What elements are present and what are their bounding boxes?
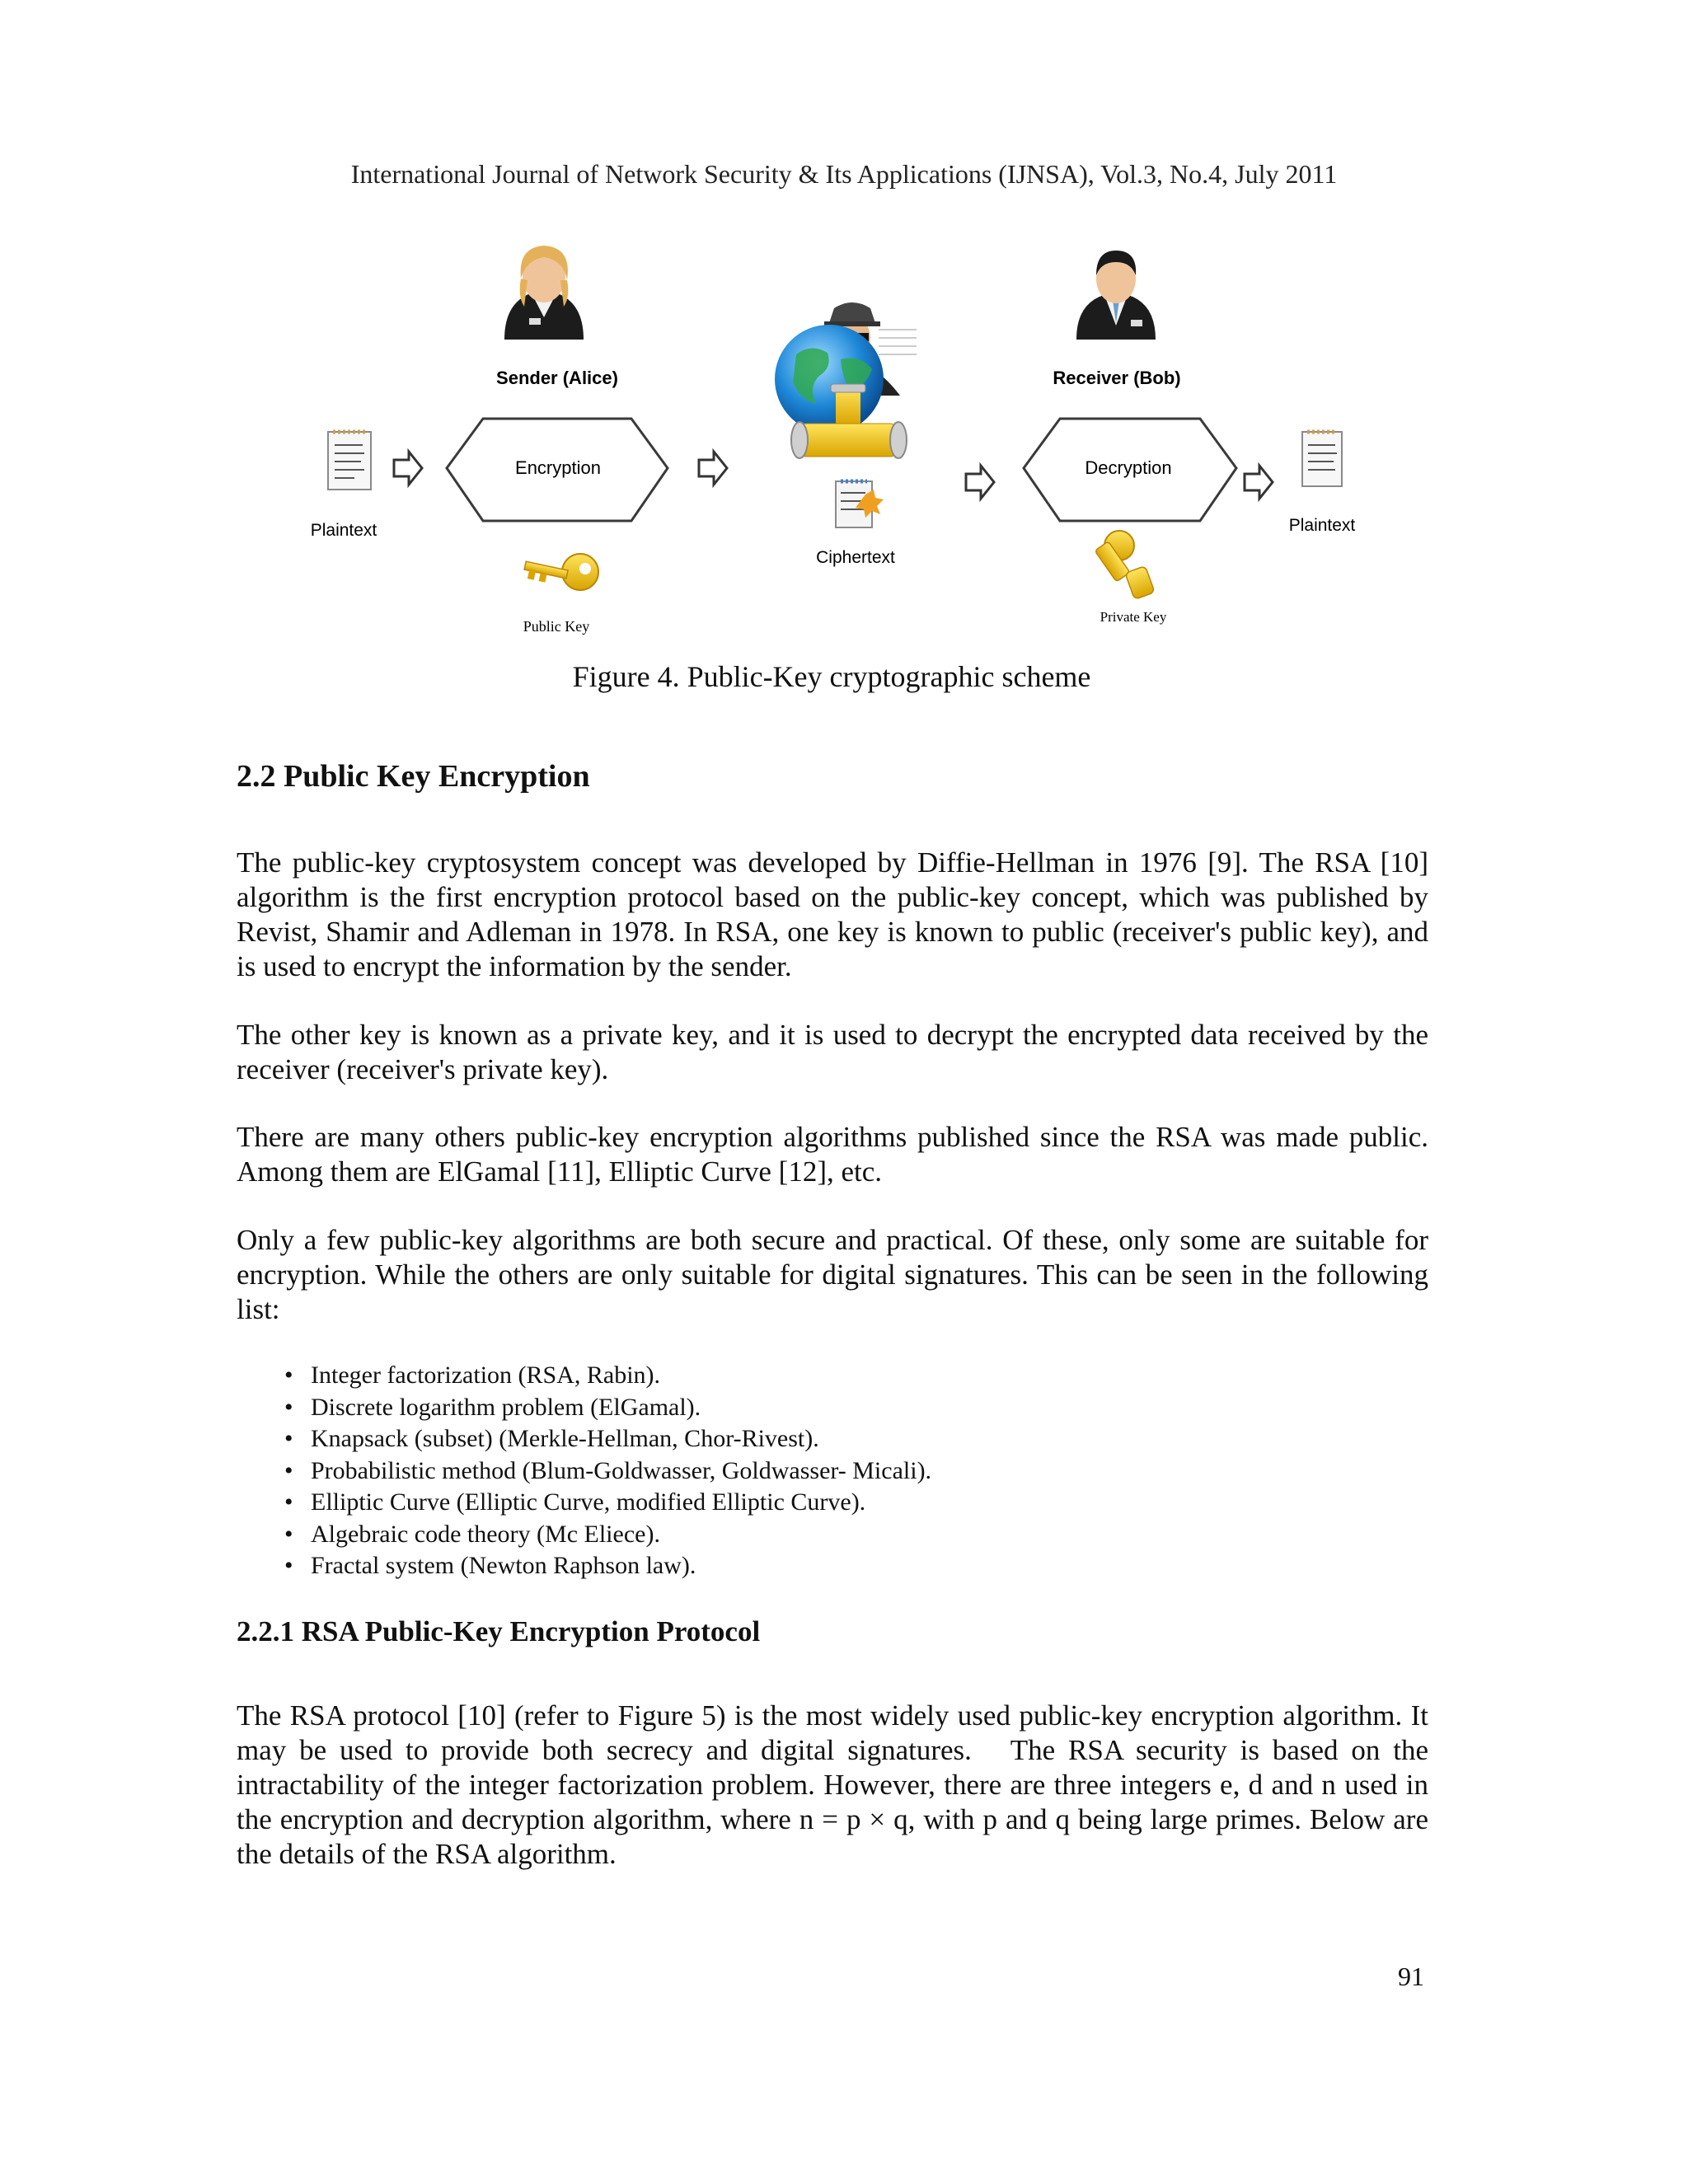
globe-icon [775,325,884,434]
public-key-scheme-figure [297,243,1418,647]
paragraph: There are many others public-key encryption algorithms published since the RSA was made public. Among them are ElGamal [11], Elliptic Curve [12], etc. [237,1121,1428,1188]
arrow-right-icon [1245,466,1273,499]
private-key-icon [1095,531,1155,599]
figure-caption: Figure 4. Public-Key cryptographic scheme [572,660,1091,693]
list-item: • Integer factorization (RSA, Rabin). [284,1360,1356,1392]
list-item: • Fractal system (Newton Raphson law). [284,1550,1356,1582]
algorithm-list [284,1360,1356,1582]
bob-icon [1076,251,1156,340]
alice-icon [504,246,584,340]
section-title: 2.2 Public Key Encryption [237,759,590,794]
public-key-icon [524,554,598,590]
plaintext-left-label: Plaintext [310,521,377,540]
subsection-title: 2.2.1 RSA Public-Key Encryption Protocol [237,1615,761,1647]
list-item: • Knapsack (subset) (Merkle-Hellman, Chor-Rivest). [284,1423,1356,1455]
list-item: • Probabilistic method (Blum-Goldwasser, Goldwasser- Micali). [284,1455,1356,1488]
paragraph: Only a few public-key algorithms are both secure and practical. Of these, only some are suitable for encryption. While the others are only suitable for digital signatures. This can be seen in the following list: [237,1224,1428,1325]
running-header: International Journal of Network Security & Its Applications (IJNSA), Vol.3, No.4, July 2011 [350,159,1338,189]
arrow-right-icon [394,452,422,485]
public-key-label: Public Key [523,618,590,635]
arrow-right-icon [966,466,994,499]
arrow-right-icon [699,452,727,485]
ciphertext-document-icon [836,481,884,527]
list-item: • Elliptic Curve (Elliptic Curve, modified Elliptic Curve). [284,1487,1356,1519]
paragraph: The public-key cryptosystem concept was developed by Diffie-Hellman in 1976 [9]. The RSA [10] algorithm is the first encryption protocol based on the public-key concept, which was published by Revist, Shamir and Adleman in 1978. In RSA, one key is known to public (receiver's public key), and is used to encrypt the information by the sender. [237,846,1428,982]
plaintext-right-label: Plaintext [1288,516,1356,535]
decryption-label: Decryption [1085,457,1172,478]
list-item: • Discrete logarithm problem (ElGamal). [284,1392,1356,1424]
receiver-label: Receiver (Bob) [1053,368,1181,388]
paragraph: The other key is known as a private key, and it is used to decrypt the encrypted data received by the receiver (receiver's private key). [237,1019,1428,1085]
private-key-label: Private Key [1100,609,1167,625]
encryption-label: Encryption [515,457,601,478]
rsa-paragraph: The RSA protocol [10] (refer to Figure 5) is the most widely used public-key encryption algorithm. It may be used to provide both secrecy and digital signatures. The RSA security is based on the intractability of the integer factorization problem. However, there are three integers e, d and n used in the encryption and decryption algorithm, where n = p × q, with p and q being large primes. Below are the details of the RSA algorithm. [237,1699,1436,1870]
plaintext-document-icon [328,432,371,490]
page-number: 91 [1398,1961,1424,1991]
sender-label: Sender (Alice) [496,368,618,388]
plaintext-document-icon [1302,432,1342,486]
list-item: • Algebraic code theory (Mc Eliece). [284,1519,1356,1551]
ciphertext-label: Ciphertext [816,548,895,567]
